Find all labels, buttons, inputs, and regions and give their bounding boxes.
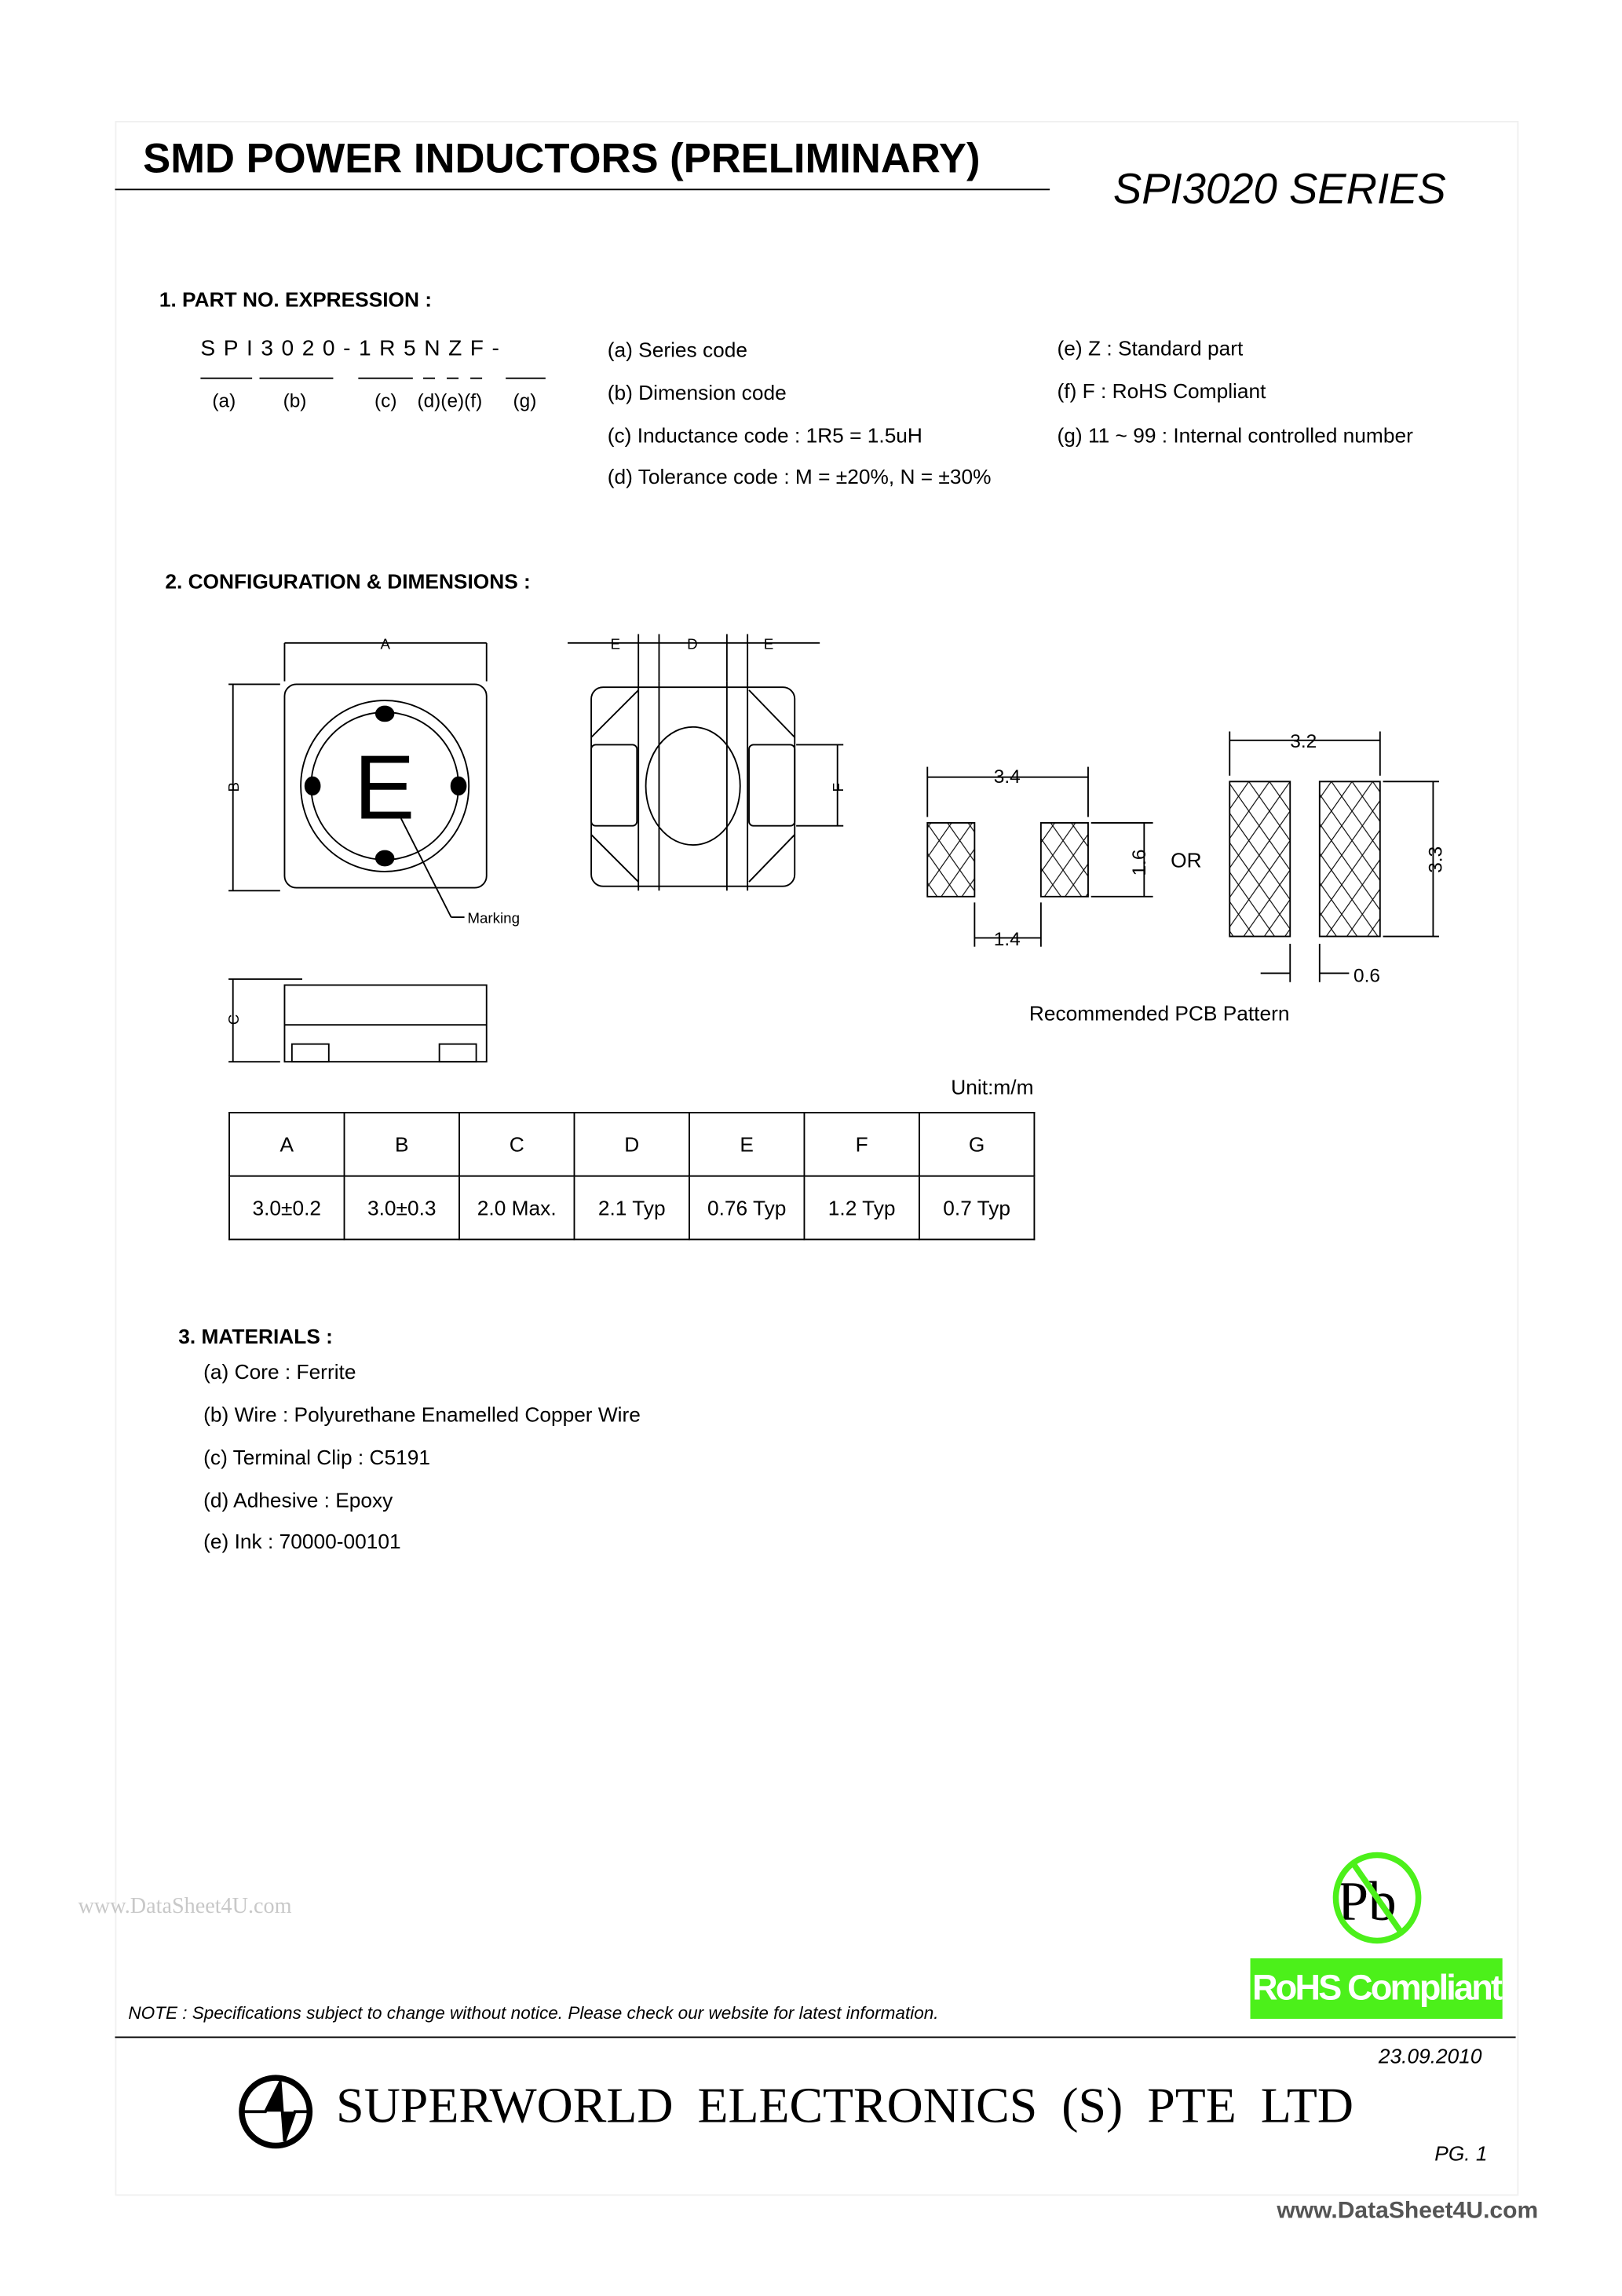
marking-letter: E bbox=[353, 736, 415, 839]
series-name: SPI3020 SERIES bbox=[1112, 166, 1446, 214]
table-cell: 3.0±0.2 bbox=[229, 1176, 344, 1240]
page-title: SMD POWER INDUCTORS (PRELIMINARY) bbox=[143, 135, 981, 181]
table-cell: 2.1 Typ bbox=[574, 1176, 689, 1240]
material-item: (a) Core : Ferrite bbox=[203, 1359, 356, 1384]
desc-f: (f) F : RoHS Compliant bbox=[1057, 378, 1266, 403]
table-header: D bbox=[574, 1113, 689, 1176]
dim-label-b: B bbox=[225, 781, 243, 792]
section-materials-heading: 3. MATERIALS : bbox=[178, 1324, 333, 1348]
desc-d: (d) Tolerance code : M = ±20%, N = ±30% bbox=[607, 464, 992, 488]
segment-label: (b) bbox=[283, 389, 307, 411]
pcb-gap-1: 1.4 bbox=[993, 928, 1021, 950]
lead-free-icon bbox=[1335, 1855, 1418, 1941]
footer-rule bbox=[115, 2037, 1515, 2038]
desc-g: (g) 11 ~ 99 : Internal controlled number bbox=[1057, 422, 1413, 448]
material-item: (c) Terminal Clip : C5191 bbox=[203, 1445, 430, 1469]
unit-label: Unit:m/m bbox=[951, 1075, 1034, 1099]
section-config-heading: 2. CONFIGURATION & DIMENSIONS : bbox=[165, 569, 531, 593]
dim-label-e2: E bbox=[763, 635, 774, 653]
page-number: PG. 1 bbox=[1434, 2141, 1488, 2165]
watermark: www.DataSheet4U.com bbox=[78, 1895, 292, 1919]
table-cell: 1.2 Typ bbox=[804, 1176, 919, 1240]
table-cell: 2.0 Max. bbox=[459, 1176, 574, 1240]
pcb-width-1: 3.4 bbox=[993, 766, 1021, 788]
footer-note: NOTE : Specifications subject to change without notice. Please check our website for latest information. bbox=[128, 2002, 939, 2024]
marking-label: Marking bbox=[467, 909, 521, 927]
document-date: 23.09.2010 bbox=[1378, 2043, 1482, 2067]
table-header: G bbox=[919, 1113, 1034, 1176]
material-item: (b) Wire : Polyurethane Enamelled Copper Wire bbox=[203, 1402, 641, 1427]
pcb-caption: Recommended PCB Pattern bbox=[1028, 1001, 1290, 1026]
material-item: (d) Adhesive : Epoxy bbox=[203, 1487, 393, 1512]
desc-a: (a) Series code bbox=[607, 338, 748, 362]
watermark-bottom: www.DataSheet4U.com bbox=[1277, 2199, 1539, 2225]
section-part-no-heading: 1. PART NO. EXPRESSION : bbox=[159, 287, 433, 312]
segment-label: (c) bbox=[374, 389, 397, 411]
segment-label: (d)(e)(f) bbox=[417, 389, 483, 411]
desc-e: (e) Z : Standard part bbox=[1057, 336, 1244, 360]
pcb-height-2: 3.3 bbox=[1425, 846, 1447, 873]
part-number-code: SPI3020-1R5NZF- bbox=[200, 336, 508, 362]
company-name: SUPERWORLD ELECTRONICS (S) PTE LTD bbox=[336, 2078, 1354, 2134]
or-label: OR bbox=[1171, 848, 1202, 872]
dim-label-c: C bbox=[225, 1014, 243, 1026]
desc-b: (b) Dimension code bbox=[607, 380, 787, 404]
table-header: A bbox=[229, 1113, 344, 1176]
desc-c: (c) Inductance code : 1R5 = 1.5uH bbox=[607, 422, 922, 448]
table-cell: 3.0±0.3 bbox=[345, 1176, 459, 1240]
segment-label: (g) bbox=[513, 389, 537, 411]
dim-label-d: D bbox=[687, 635, 698, 653]
table-header: C bbox=[459, 1113, 574, 1176]
table-header: B bbox=[345, 1113, 459, 1176]
table-cell: 0.7 Typ bbox=[919, 1176, 1034, 1240]
table-cell: 0.76 Typ bbox=[689, 1176, 804, 1240]
dim-label-e: E bbox=[610, 635, 621, 653]
table-header: E bbox=[689, 1113, 804, 1176]
pb-symbol: Pb bbox=[1337, 1870, 1397, 1933]
company-logo-icon bbox=[242, 2078, 309, 2145]
pcb-height-1: 1.6 bbox=[1129, 849, 1151, 876]
dim-label-f: F bbox=[830, 783, 847, 792]
table-header: F bbox=[804, 1113, 919, 1176]
dim-label-a: A bbox=[380, 635, 391, 653]
rohs-compliant-badge: RoHS Compliant bbox=[1251, 1958, 1503, 2019]
material-item: (e) Ink : 70000-00101 bbox=[203, 1529, 401, 1553]
segment-label: (a) bbox=[212, 389, 236, 411]
pcb-width-2: 3.2 bbox=[1290, 731, 1317, 753]
pcb-gap-2: 0.6 bbox=[1353, 965, 1380, 987]
